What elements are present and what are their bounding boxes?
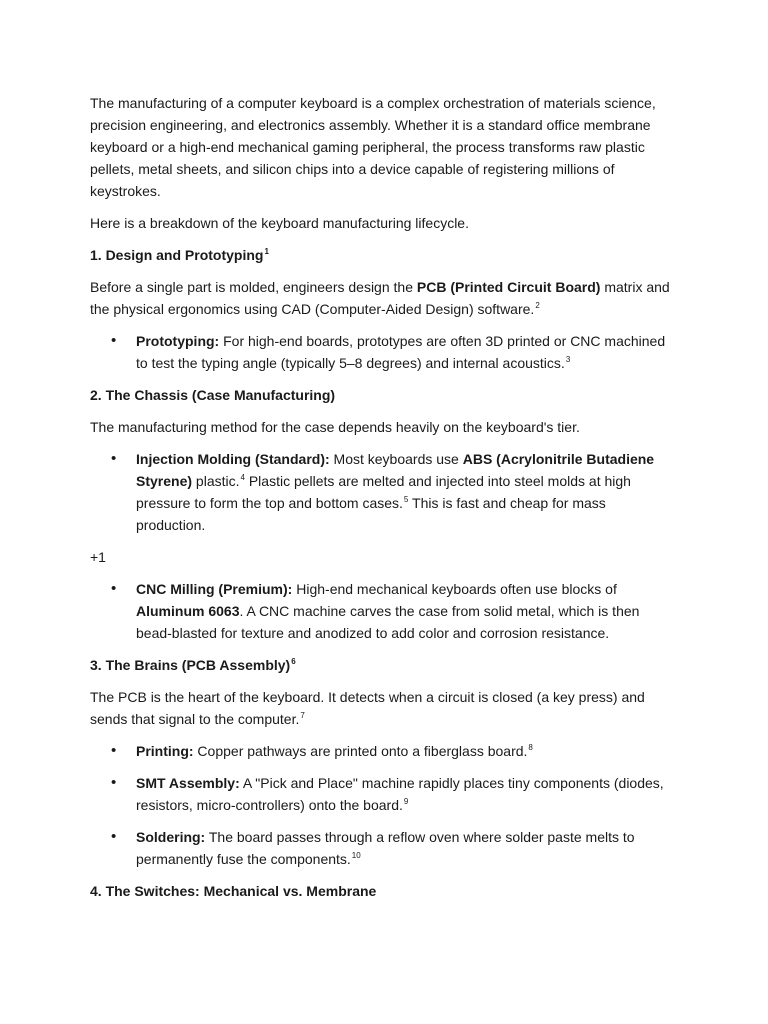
text-run: Before a single part is molded, engineers design the (90, 279, 417, 295)
bullet-label: SMT Assembly: (136, 775, 240, 791)
bullet-text: The board passes through a reflow oven where solder paste melts to permanently fuse the components. (136, 829, 635, 867)
section-heading-design (90, 244, 674, 266)
heading-text: 3. The Brains (PCB Assembly) (90, 657, 291, 673)
chassis-paragraph: The manufacturing method for the case depends heavily on the keyboard's tier. (90, 419, 580, 435)
bullet-text: plastic. (192, 473, 240, 489)
list-item-injection-molding (136, 448, 674, 536)
bold-term: Aluminum 6063 (136, 603, 240, 619)
intro-breakdown-paragraph: Here is a breakdown of the keyboard manufacturing lifecycle. (90, 215, 469, 231)
list-item-printing (136, 740, 674, 762)
text-run: matrix and the physical ergonomics using CAD (Computer-Aided Design) software. (90, 279, 670, 317)
footnote-ref[interactable]: 4 (240, 473, 245, 482)
bold-term: ABS (Acrylonitrile Butadiene Styrene) (136, 451, 655, 489)
section-heading-switches: 4. The Switches: Mechanical vs. Membrane (90, 883, 377, 899)
footnote-ref[interactable]: 5 (403, 495, 409, 504)
text-run: The PCB is the heart of the keyboard. It detects when a circuit is closed (a key press) and sends that signal to the computer. (90, 689, 645, 727)
bullet-label: Injection Molding (Standard): (136, 451, 330, 467)
list-item-prototyping (136, 330, 674, 374)
section-heading-pcb (90, 654, 674, 676)
pcb-paragraph (90, 686, 674, 730)
design-paragraph (90, 276, 674, 320)
list-item-cnc-milling (136, 578, 674, 644)
design-bullet-list (90, 330, 674, 374)
bullet-text: Plastic pellets are melted and injected into steel molds at high pressure to form the top and bottom cases. (136, 473, 631, 511)
chassis-bullet-list-2 (90, 578, 674, 644)
bullet-label: Soldering: (136, 829, 206, 845)
heading-text: 1. Design and Prototyping (90, 247, 264, 263)
footnote-ref[interactable]: 7 (300, 711, 305, 720)
bullet-text: A "Pick and Place" machine rapidly places tiny components (diodes, resistors, micro-controllers) onto the board. (136, 775, 664, 813)
footnote-ref[interactable]: 10 (351, 851, 361, 860)
bullet-text: Copper pathways are printed onto a fiberglass board. (193, 743, 528, 759)
bullet-text: . A CNC machine carves the case from solid metal, which is then bead-blasted for texture and anodized to add color and corrosion resistance. (136, 603, 640, 641)
document-body (90, 92, 674, 912)
footnote-ref[interactable]: 3 (565, 355, 571, 364)
stray-text: +1 (90, 549, 106, 565)
footnote-ref[interactable]: 8 (528, 743, 533, 752)
footnote-ref[interactable]: 1 (264, 247, 269, 256)
bullet-text: This is fast and cheap for mass production. (136, 495, 606, 533)
list-item-soldering (136, 826, 674, 870)
footnote-ref[interactable]: 9 (403, 797, 409, 806)
footnote-ref[interactable]: 6 (291, 657, 296, 666)
bullet-label: Prototyping: (136, 333, 220, 349)
pcb-bullet-list (90, 740, 674, 870)
list-item-smt-assembly (136, 772, 674, 816)
bullet-label: CNC Milling (Premium): (136, 581, 293, 597)
intro-paragraph: The manufacturing of a computer keyboard is a complex orchestration of materials science, precision engineering, and electronics assembly. Whether it is a standard office membrane keyboard or a high-end mechanical gaming peripheral, the process transforms raw plastic pellets, metal sheets, and silicon chips into a device capable of registering millions of keystrokes. (90, 95, 656, 199)
bullet-text: Most keyboards use (329, 451, 463, 467)
bullet-label: Printing: (136, 743, 194, 759)
bullet-text: High-end mechanical keyboards often use blocks of (292, 581, 617, 597)
section-heading-chassis: 2. The Chassis (Case Manufacturing) (90, 387, 336, 403)
footnote-ref[interactable]: 2 (535, 301, 540, 310)
bold-term: PCB (Printed Circuit Board) (416, 279, 601, 295)
chassis-bullet-list-1 (90, 448, 674, 536)
bullet-text: For high-end boards, prototypes are often 3D printed or CNC machined to test the typing angle (typically 5–8 degrees) and internal acoustics. (136, 333, 666, 371)
